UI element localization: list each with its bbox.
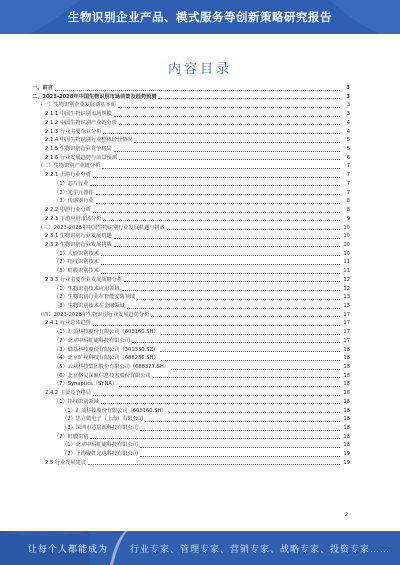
toc-dot-leader: [132, 342, 340, 343]
toc-entry-page: 7: [346, 172, 350, 179]
toc-entry-label: （1）芯片行业: [54, 180, 89, 187]
toc-entry[interactable]: [32, 119, 350, 128]
toc-dot-leader: [145, 421, 340, 422]
toc-entry-page: 10: [343, 233, 350, 240]
toc-entry-label: （3）熵基科技股份有限公司（301330.SZ）: [54, 346, 159, 353]
toc-entry-page: 9: [346, 215, 350, 222]
toc-entry-label: （1）汇顶科技股份有限公司（603160.SH）: [54, 329, 159, 336]
toc-entry[interactable]: [32, 363, 350, 372]
toc-entry-label: （2）思立微电子（上海）有限公司: [62, 416, 144, 423]
toc-entry[interactable]: [32, 267, 350, 276]
toc-dot-leader: [158, 98, 340, 99]
toc-entry[interactable]: [32, 145, 350, 154]
toc-entry-page: 18: [343, 355, 350, 362]
toc-entry[interactable]: [32, 459, 350, 468]
toc-entry-label: （四）2023-2028年生物识别行业发展趋势分析: [38, 311, 150, 318]
toc-dot-leader: [160, 351, 340, 352]
toc-entry[interactable]: [32, 171, 350, 180]
toc-entry-label: 2.1.3 行业主要企业分析: [45, 128, 102, 135]
toc-entry[interactable]: [32, 346, 350, 355]
toc-dot-leader: [55, 90, 340, 91]
toc-entry-label: （7）Synaptics（SYNA）: [54, 381, 118, 388]
toc-entry-label: 2.5 行业发展建议: [45, 459, 87, 466]
toc-dot-leader: [114, 238, 340, 239]
toc-entry-label: （1）汇顶科技股份有限公司（603160.SH）: [62, 407, 167, 414]
toc-entry-label: （2）指纹识别技术: [54, 259, 99, 266]
toc-entry-page: 18: [343, 390, 350, 397]
toc-entry-label: 2.1.2 中国生物识别产业链分析: [45, 119, 117, 126]
toc-entry[interactable]: [32, 258, 350, 267]
toc-entry[interactable]: [32, 415, 350, 424]
toc-entry[interactable]: [32, 136, 350, 145]
toc-dot-leader: [153, 377, 340, 378]
toc-entry[interactable]: [32, 424, 350, 433]
toc-entry[interactable]: [32, 398, 350, 407]
toc-dot-leader: [118, 107, 340, 108]
toc-dot-leader: [140, 430, 340, 431]
toc-entry-label: （3）传感器行业: [54, 198, 94, 205]
toc-entry-label: （二）生物识别产业链分析: [38, 163, 101, 170]
toc-entry[interactable]: [32, 276, 350, 285]
toc-entry[interactable]: [32, 224, 350, 233]
page-number: 2: [344, 512, 348, 518]
toc-dot-leader: [114, 116, 340, 117]
toc-entry[interactable]: [32, 250, 350, 259]
toc-dot-leader: [101, 255, 340, 256]
toc-dot-leader: [151, 316, 340, 317]
toc-entry-label: 一、前言: [32, 85, 53, 91]
toc-entry-page: 13: [343, 294, 350, 301]
toc-entry-label: （2）生物识别行业在智能安防领域: [54, 294, 136, 301]
toc-entry-page: 13: [343, 302, 350, 309]
toc-entry-page: 4: [346, 128, 350, 135]
toc-entry-page: 10: [343, 250, 350, 257]
toc-entry[interactable]: [32, 128, 350, 137]
toc-entry-page: 18: [343, 416, 350, 423]
toc-dot-leader: [171, 369, 340, 370]
toc-entry[interactable]: [32, 302, 350, 311]
toc-entry-label: 2.3.2 生物识别行业发展挑战: [45, 241, 112, 248]
toc-dot-leader: [119, 159, 340, 160]
toc-entry[interactable]: [32, 372, 350, 381]
toc-entry[interactable]: [32, 311, 350, 320]
toc-entry[interactable]: [32, 407, 350, 416]
toc-dot-leader: [161, 360, 340, 361]
toc-entry-page: 17: [343, 311, 350, 318]
toc-entry-page: 18: [343, 372, 350, 379]
toc-entry[interactable]: [32, 337, 350, 346]
toc-entry-label: （2）虹膜识别: [54, 433, 89, 440]
toc-entry-label: （4）北京旷视科技有限公司（688236.SH）: [54, 355, 159, 362]
toc-entry-page: 3: [346, 93, 350, 100]
toc-entry[interactable]: [32, 215, 350, 224]
toc-entry-page: 3: [346, 111, 350, 118]
toc-dot-leader: [93, 177, 340, 178]
toc-dot-leader: [101, 264, 340, 265]
toc-entry-label: （一）生物识别企业发展新基本面: [38, 102, 116, 109]
toc-dot-leader: [103, 220, 340, 221]
report-title: 生物识别企业产品、模式服务等创新策略研究报告: [68, 10, 332, 24]
toc-entry[interactable]: [32, 389, 350, 398]
toc-entry[interactable]: [32, 241, 350, 250]
toc-dot-leader: [122, 290, 340, 291]
toc-entry-label: （1）生物识别技术应用领域: [54, 285, 120, 292]
toc-entry-label: （2）光学元器件: [54, 189, 94, 196]
toc-dot-leader: [96, 194, 340, 195]
toc-dot-leader: [124, 281, 340, 282]
toc-entry-page: 10: [343, 241, 350, 248]
toc-entry-label: （3）生物识别技术在金融领域: [54, 302, 125, 309]
toc-entry-page: 5: [346, 146, 350, 153]
toc-entry-page: 18: [343, 346, 350, 353]
toc-entry-page: 18: [343, 442, 350, 449]
toc-entry-page: 18: [343, 398, 350, 405]
toc-dot-leader: [167, 229, 340, 230]
toc-entry[interactable]: [32, 101, 350, 110]
toc-entry-label: （5）云从科技集团股份有限公司（688327.SH）: [54, 364, 169, 370]
toc-entry[interactable]: [32, 441, 350, 450]
toc-dot-leader: [90, 185, 340, 186]
toc-entry[interactable]: [32, 354, 350, 363]
toc-entry-label: （1）北京中科虹霸科技有限公司: [62, 442, 138, 449]
toc-entry[interactable]: [32, 328, 350, 337]
toc-entry-page: 3: [346, 85, 350, 91]
toc-entry-label: 2.1.5 生物识别行业竞争格局: [45, 146, 112, 153]
toc-entry[interactable]: [32, 110, 350, 119]
toc-entry-page: 7: [346, 189, 350, 196]
toc-entry-label: 2.2.3 下游应用市场分析: [45, 215, 102, 222]
toc-entry-label: 2.2.2 中游行业分析: [45, 207, 91, 214]
toc-dot-leader: [101, 403, 340, 404]
toc-entry[interactable]: [32, 293, 350, 302]
toc-entry-label: 2.1.4 中国生物识别行业整体经营情况: [45, 137, 133, 144]
toc-entry[interactable]: [32, 162, 350, 171]
toc-dot-leader: [103, 133, 340, 134]
toc-entry-page: 19: [343, 459, 350, 466]
toc-entry-label: 2.3.1 生物识别行业发展机遇: [45, 233, 112, 240]
toc-entry[interactable]: [32, 433, 350, 442]
toc-entry[interactable]: [32, 189, 350, 198]
toc-entry-label: 2.4.1 行业总体趋势: [45, 320, 91, 327]
toc-entry-label: （三）2023-2028年中国生物识别行业发展机遇与挑战: [38, 224, 165, 231]
toc-entry-page: 11: [343, 259, 350, 266]
toc-entry-page: 11: [343, 268, 350, 275]
toc-entry-page: 5: [346, 137, 350, 144]
toc-entry-page: 6: [346, 154, 350, 161]
toc-entry-label: 2.1.1 中国生物识别市场规模: [45, 111, 112, 118]
footer-expert-list: 行业专家、管理专家、营销专家、战略专家、投资专家……: [130, 545, 391, 555]
report-footer-banner: [0, 531, 400, 565]
toc-entry[interactable]: [32, 180, 350, 189]
toc-entry-label: 2.4.2 主要竞争格局: [45, 390, 91, 397]
toc-dot-leader: [137, 299, 340, 300]
toc-entry[interactable]: [32, 197, 350, 206]
toc-dot-leader: [169, 412, 340, 413]
toc-dot-leader: [140, 447, 340, 448]
toc-dot-leader: [93, 395, 340, 396]
report-header-banner: [0, 0, 400, 34]
toc-entry-page: 18: [343, 433, 350, 440]
toc-entry-page: 3: [346, 102, 350, 109]
toc-entry-label: （3）深圳市芯启源科技有限公司: [62, 425, 138, 432]
toc-entry-page: 7: [346, 180, 350, 187]
toc-entry-label: （1）人脸识别技术: [54, 250, 99, 257]
toc-entry[interactable]: [32, 319, 350, 328]
toc-dot-leader: [127, 308, 340, 309]
toc-entry-page: 17: [343, 329, 350, 336]
toc-entry[interactable]: [32, 93, 350, 102]
toc-entry-page: 7: [346, 163, 350, 170]
toc-heading: 内容目录: [167, 62, 232, 77]
toc-entry-label: （1）指纹识别领域: [54, 398, 99, 405]
toc-dot-leader: [101, 273, 340, 274]
toc-entry-page: 19: [343, 451, 350, 458]
toc-entry-page: 12: [343, 276, 350, 283]
toc-entry[interactable]: [32, 285, 350, 294]
toc-dot-leader: [90, 438, 340, 439]
toc-entry-page: 8: [346, 198, 350, 205]
toc-dot-leader: [140, 456, 340, 457]
toc-dot-leader: [114, 246, 340, 247]
toc-entry-page: 10: [343, 224, 350, 231]
toc-entry-label: 二、2023-2028年中国生物识别市场前景及趋势预测: [32, 93, 157, 100]
toc-entry-label: （3）虹膜识别技术: [54, 268, 99, 275]
toc-entry[interactable]: [32, 206, 350, 215]
toc-entry-page: 17: [343, 320, 350, 327]
toc-dot-leader: [119, 124, 340, 125]
toc-entry-page: 4: [346, 119, 350, 126]
toc-entry-label: 2.3.3 行业主要企业发展战略分析: [45, 276, 123, 283]
toc-entry-label: 2.1.6 行业发展趋势与前景预测: [45, 154, 117, 161]
toc-entry[interactable]: [32, 154, 350, 163]
toc-dot-leader: [96, 203, 340, 204]
toc-dot-leader: [119, 386, 340, 387]
toc-entry-page: 18: [343, 381, 350, 388]
toc-entry[interactable]: [32, 84, 350, 93]
footer-slogan: 让每个人都能成为: [28, 545, 109, 555]
toc-entry-page: 18: [343, 407, 350, 414]
toc-entry-label: （2）上海聚虹光电科技有限公司: [62, 451, 138, 458]
table-of-contents: [32, 84, 350, 468]
toc-entry[interactable]: [32, 380, 350, 389]
toc-entry-page: 18: [343, 425, 350, 432]
toc-dot-leader: [161, 334, 340, 335]
toc-dot-leader: [134, 142, 340, 143]
toc-entry[interactable]: [32, 232, 350, 241]
toc-entry-page: 18: [343, 364, 350, 370]
toc-entry-page: 8: [346, 207, 350, 214]
toc-entry-label: （6）北京格灵深瞳信息技术股份有限公司: [54, 372, 151, 379]
toc-dot-leader: [93, 212, 340, 213]
toc-entry-page: 12: [343, 285, 350, 292]
toc-dot-leader: [93, 325, 340, 326]
toc-entry[interactable]: [32, 450, 350, 459]
toc-entry-label: 2.2.1 上游行业分析: [45, 172, 91, 179]
toc-entry-label: （2）北京中科虹霸科技有限公司: [54, 337, 130, 344]
toc-dot-leader: [102, 168, 340, 169]
toc-dot-leader: [88, 464, 340, 465]
toc-entry-page: 17: [343, 337, 350, 344]
toc-dot-leader: [114, 151, 340, 152]
